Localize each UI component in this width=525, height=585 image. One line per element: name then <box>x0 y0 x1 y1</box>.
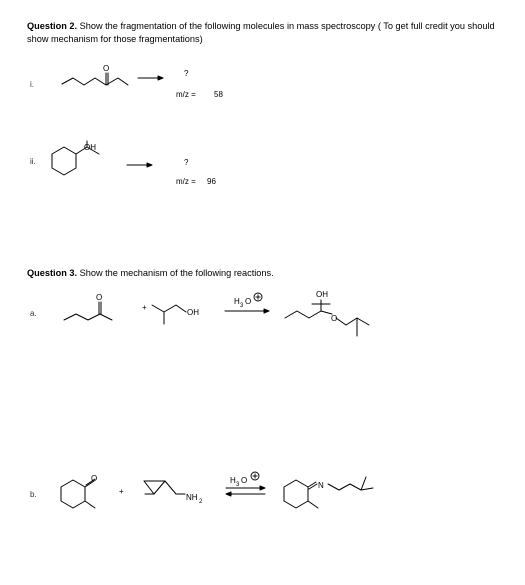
item-i-mz-value: 58 <box>214 90 223 99</box>
question-3-text: Show the mechanism of the following reactions. <box>79 268 274 278</box>
item-ii-label: ii. <box>30 157 36 166</box>
item-a-plus: + <box>142 303 147 312</box>
reagent-a-h: H <box>234 297 240 306</box>
atom-n-imine: N <box>318 481 324 490</box>
cyclohexanone-ring-b <box>61 480 85 508</box>
reagent-b-h: H <box>230 476 236 485</box>
item-i-product: ? <box>184 69 189 78</box>
atom-oh-ii: OH <box>84 143 96 152</box>
question-2-text: Show the fragmentation of the following molecules in mass spectroscopy ( To get full credit you should show mechanism for those fragmentations) <box>27 21 495 44</box>
item-ii-mz-label: m/z = <box>176 177 196 186</box>
cyclohexane-ring-ii <box>52 147 76 175</box>
plus-charge-icon-a <box>254 293 262 301</box>
atom-o-ketone-a: O <box>96 293 103 302</box>
item-b-plus: + <box>119 487 124 496</box>
atom-nh2-b: NH <box>186 493 198 502</box>
atom-oh-product-a: OH <box>316 290 328 299</box>
item-ii-mz-value: 96 <box>207 177 216 186</box>
item-a-label: a. <box>30 309 37 318</box>
alcohol-a-chain <box>152 305 186 312</box>
reagent-a-o: O <box>245 297 252 306</box>
ketone-i-chain <box>62 78 128 85</box>
reagent-a-sub3: 3 <box>240 303 244 309</box>
imine-ring-product <box>284 480 308 508</box>
atom-nh2-sub: 2 <box>199 499 203 505</box>
atom-o-ketone-b: O <box>91 474 98 483</box>
amine-b-chain <box>144 481 176 494</box>
atom-oh-alcohol-a: OH <box>187 308 199 317</box>
atom-o-ether-a: O <box>331 314 338 323</box>
atom-o-ketone-i: O <box>103 64 110 73</box>
plus-charge-icon-b <box>251 472 259 480</box>
reagent-b-sub3: 3 <box>236 482 240 488</box>
item-ii-product: ? <box>184 158 189 167</box>
product-a-chain <box>285 311 332 318</box>
reagent-b-o: O <box>241 476 248 485</box>
item-i-label: i. <box>30 80 34 89</box>
item-b-label: b. <box>30 490 37 499</box>
item-i-mz-label: m/z = <box>176 90 196 99</box>
ketone-a-chain <box>64 314 112 320</box>
question-2-title: Question 2. <box>27 21 78 31</box>
question-3-title: Question 3. <box>27 268 78 278</box>
